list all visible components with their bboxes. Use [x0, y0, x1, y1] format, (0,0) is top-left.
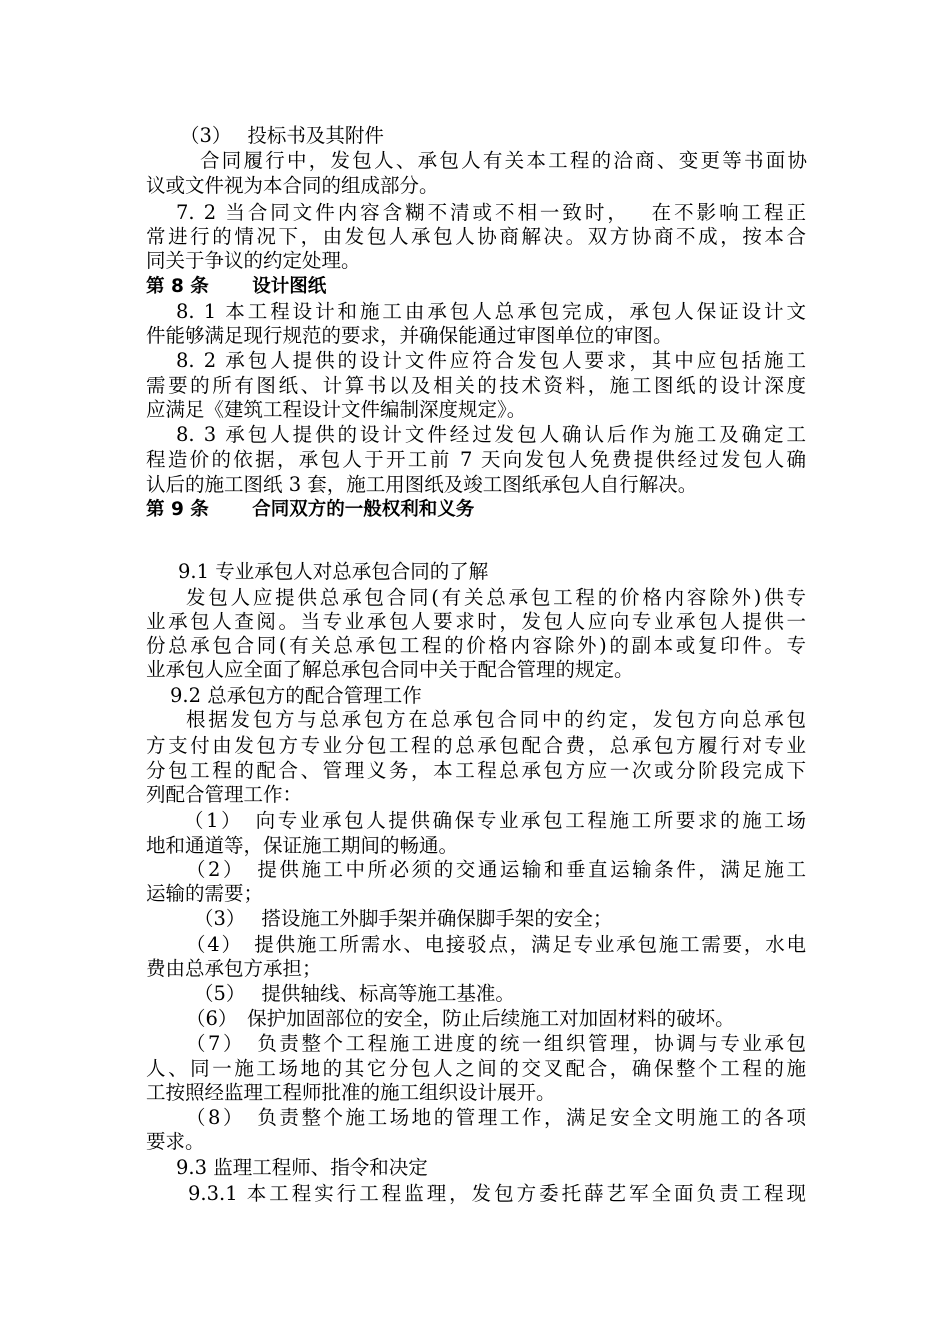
text-line: （3） 投标书及其附件 [180, 124, 384, 147]
text-line: 8. 3 承包人提供的设计文件经过发包人确认后作为施工及确定工 [176, 423, 806, 446]
text-line: 9.3 监理工程师、指令和决定 [176, 1156, 428, 1179]
text-line: 应满足《建筑工程设计文件编制深度规定》。 [146, 398, 527, 421]
text-line: （8） 负责整个施工场地的管理工作，满足安全文明施工的各项 [186, 1106, 806, 1129]
text-line: （4） 提供施工所需水、电接驳点，满足专业承包施工需要，水电 [186, 933, 806, 956]
text-line: 7. 2 当合同文件内容含糊不清或不相一致时， 在不影响工程正 [176, 201, 806, 224]
text-line: 9.2 总承包方的配合管理工作 [170, 684, 422, 707]
text-line: （1） 向专业承包人提供确保专业承包工程施工所要求的施工场 [184, 809, 806, 832]
text-line: 认后的施工图纸 3 套，施工用图纸及竣工图纸承包人自行解决。 [146, 473, 698, 496]
text-line: 业承包人应全面了解总承包合同中关于配合管理的规定。 [146, 658, 634, 681]
text-line: 方支付由发包方专业分包工程的总承包配合费，总承包方履行对专业 [146, 734, 806, 757]
text-line: 分包工程的配合、管理义务，本工程总承包方应一次或分阶段完成下 [146, 759, 806, 782]
text-line: 运输的需要； [146, 882, 264, 905]
text-line: 地和通道等，保证施工期间的畅通。 [146, 834, 459, 857]
text-line: 要求。 [146, 1130, 205, 1153]
text-line: （6） 保护加固部位的安全，防止后续施工对加固材料的破坏。 [186, 1007, 735, 1030]
text-line: 议或文件视为本合同的组成部分。 [146, 174, 439, 197]
text-line: （3） 搭设施工外脚手架并确保脚手架的安全； [194, 907, 613, 930]
text-line: 9.1 专业承包人对总承包合同的了解 [178, 560, 489, 583]
text-line: 件能够满足现行规范的要求，并确保能通过审图单位的审图。 [146, 324, 673, 347]
text-line: 工按照经监理工程师批准的施工组织设计展开。 [146, 1081, 556, 1104]
text-line: （7） 负责整个工程施工进度的统一组织管理，协调与专业承包 [186, 1032, 806, 1055]
text-line: （2） 提供施工中所必须的交通运输和垂直运输条件，满足施工 [186, 858, 806, 881]
text-line: 发包人应提供总承包合同(有关总承包工程的价格内容除外)供专 [186, 586, 806, 609]
text-line: 常进行的情况下，由发包人承包人协商解决。双方协商不成，按本合 [146, 225, 806, 248]
text-line: 9.3.1 本工程实行工程监理，发包方委托薛艺军全面负责工程现 [188, 1182, 806, 1205]
text-line: 同关于争议的约定处理。 [146, 249, 361, 272]
text-line: 列配合管理工作： [146, 783, 303, 806]
text-line: 根据发包方与总承包方在总承包合同中的约定，发包方向总承包 [186, 708, 806, 731]
text-line: 程造价的依据，承包人于开工前 7 天向发包人免费提供经过发包人确 [146, 448, 806, 471]
text-line: 业承包人查阅。当专业承包人要求时，发包人应向专业承包人提供一 [146, 610, 806, 633]
text-line: 合同履行中，发包人、承包人有关本工程的洽商、变更等书面协 [200, 149, 807, 172]
text-line: 需要的所有图纸、计算书以及相关的技术资料，施工图纸的设计深度 [146, 374, 806, 397]
section-heading: 第 9 条 合同双方的一般权利和义务 [146, 499, 475, 520]
text-line: 8. 2 承包人提供的设计文件应符合发包人要求，其中应包括施工 [176, 349, 806, 372]
text-line: 费由总承包方承担； [146, 957, 322, 980]
text-line: 8. 1 本工程设计和施工由承包人总承包完成，承包人保证设计文 [176, 300, 806, 323]
section-heading: 第 8 条 设计图纸 [146, 276, 327, 297]
text-line: 份总承包合同(有关总承包工程的价格内容除外)的副本或复印件。专 [146, 634, 806, 657]
text-line: 人、同一施工场地的其它分包人之间的交叉配合，确保整个工程的施 [146, 1057, 806, 1080]
text-line: （5） 提供轴线、标高等施工基准。 [194, 982, 515, 1005]
